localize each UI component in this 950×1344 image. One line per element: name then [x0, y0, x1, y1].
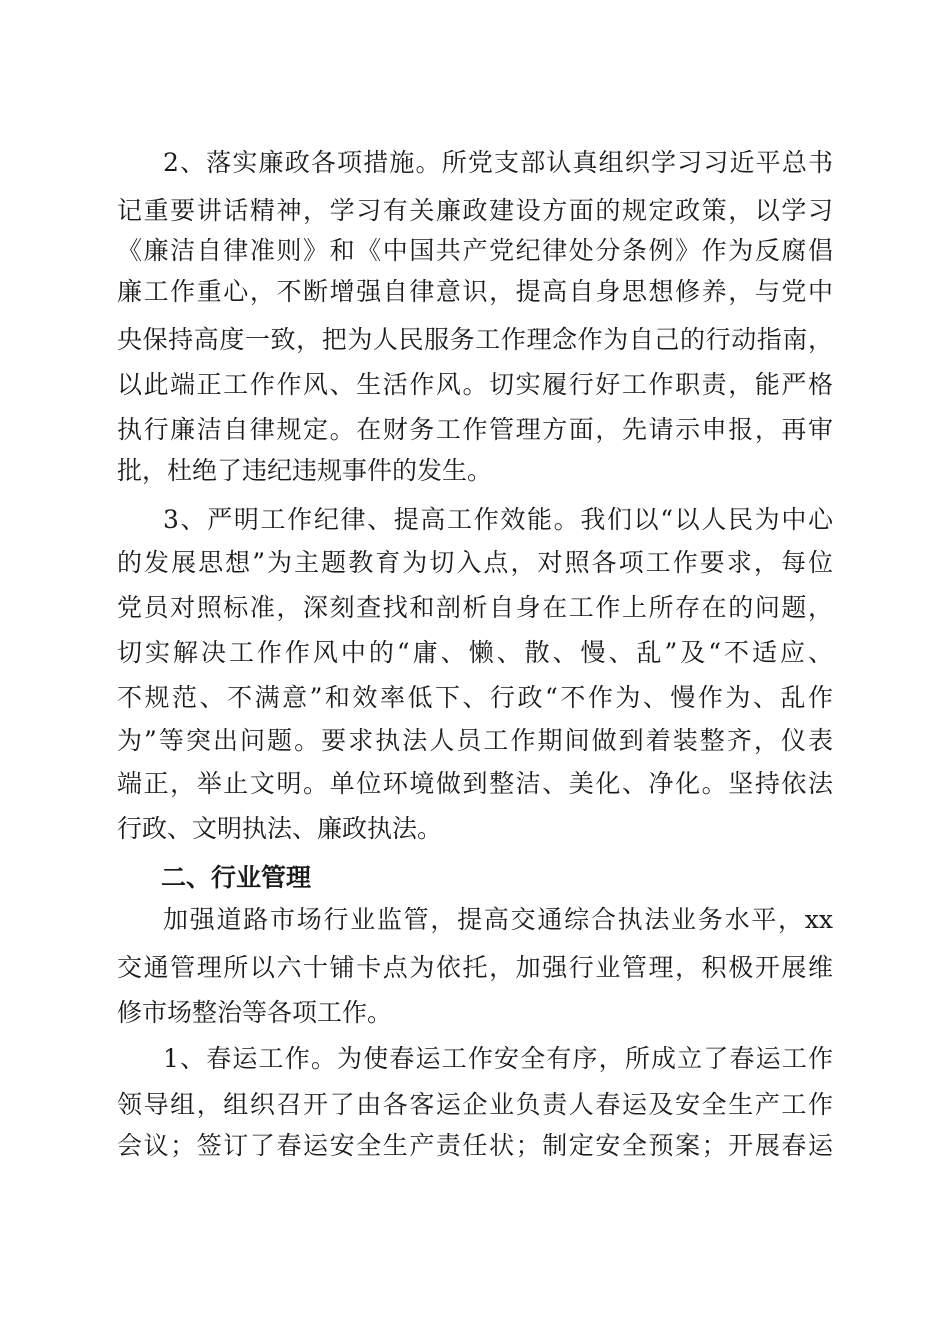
paragraph-1-line-1: 2、落实廉政各项措施。所党支部认真组织学习习近平总书 [163, 148, 833, 177]
paragraph-1-line-6: 以此端正工作作风、生活作风。切实履行好工作职责，能严格 [117, 370, 833, 399]
paragraph-2-line-4: 切实解决工作作风中的“庸、懒、散、慢、乱”及“不适应、 [117, 638, 833, 667]
paragraph-2-line-6: 为”等突出问题。要求执法人员工作期间做到着装整齐，仪表 [117, 726, 833, 755]
paragraph-3-line-2: 交通管理所以六十铺卡点为依托，加强行业管理，积极开展维 [117, 953, 833, 982]
paragraph-2-line-5: 不规范、不满意”和效率低下、行政“不作为、慢作为、乱作 [117, 683, 833, 712]
paragraph-1-line-2: 记重要讲话精神，学习有关廉政建设方面的规定政策，以学习 [117, 196, 833, 225]
paragraph-4-line-1: 1、春运工作。为使春运工作安全有序，所成立了春运工作 [163, 1044, 833, 1073]
paragraph-1-line-3: 《廉洁自律准则》和《中国共产党纪律处分条例》作为反腐倡 [117, 236, 833, 265]
paragraph-2-line-8: 行政、文明执法、廉政执法。 [117, 814, 443, 843]
paragraph-1-line-7: 执行廉洁自律规定。在财务工作管理方面，先请示申报，再审 [117, 415, 833, 444]
paragraph-1-line-8: 批，杜绝了违纪违规事件的发生。 [117, 456, 493, 485]
paragraph-4-line-2: 领导组，组织召开了由各客运企业负责人春运及安全生产工作 [117, 1090, 833, 1119]
paragraph-2-line-2: 的发展思想”为主题教育为切入点，对照各项工作要求，每位 [117, 548, 833, 577]
paragraph-2-line-7: 端正，举止文明。单位环境做到整洁、美化、净化。坚持依法 [117, 769, 833, 798]
paragraph-2-line-3: 党员对照标准，深刻查找和剖析自身在工作上所存在的问题， [117, 593, 833, 622]
paragraph-4-line-3: 会议；签订了春运安全生产责任状；制定安全预案；开展春运 [117, 1131, 833, 1160]
paragraph-3-line-3: 修市场整治等各项工作。 [117, 998, 393, 1027]
paragraph-2-line-1: 3、严明工作纪律、提高工作效能。我们以“以人民为中心 [163, 505, 833, 534]
paragraph-1-line-5: 央保持高度一致，把为人民服务工作理念作为自己的行动指南， [117, 325, 833, 354]
paragraph-1-line-4: 廉工作重心，不断增强自律意识，提高自身思想修养，与党中 [117, 277, 833, 306]
paragraph-3-line-1: 加强道路市场行业监管，提高交通综合执法业务水平，xx [163, 905, 833, 934]
section-heading: 二、行业管理 [161, 863, 312, 892]
